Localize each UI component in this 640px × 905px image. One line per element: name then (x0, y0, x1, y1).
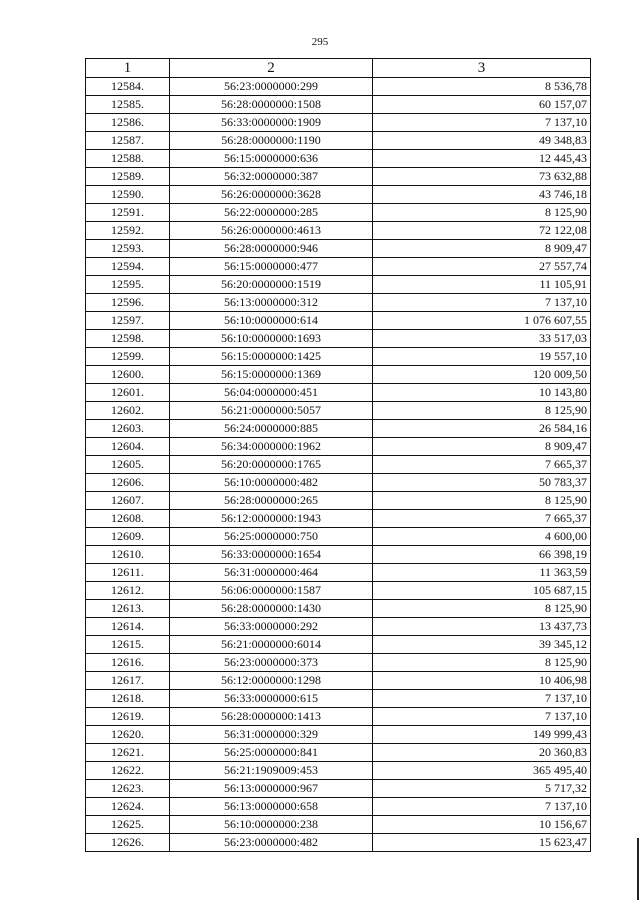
cadastral-number-cell: 56:21:0000000:6014 (170, 636, 373, 654)
column-header-2: 2 (170, 59, 373, 78)
table-row (86, 276, 591, 294)
table-row (86, 168, 591, 186)
cadastral-number-cell: 56:22:0000000:285 (170, 204, 373, 222)
table-row (86, 78, 591, 96)
row-number-cell: 12587. (86, 132, 170, 150)
value-cell: 39 345,12 (373, 636, 591, 654)
row-number-cell: 12588. (86, 150, 170, 168)
table-row (86, 690, 591, 708)
row-number-cell: 12619. (86, 708, 170, 726)
row-number-cell: 12596. (86, 294, 170, 312)
cadastral-number-cell: 56:21:0000000:5057 (170, 402, 373, 420)
row-number-cell: 12605. (86, 456, 170, 474)
row-number-cell: 12623. (86, 780, 170, 798)
cadastral-number-cell: 56:12:0000000:1943 (170, 510, 373, 528)
value-cell: 8 536,78 (373, 78, 591, 96)
row-number-cell: 12610. (86, 546, 170, 564)
value-cell: 8 125,90 (373, 492, 591, 510)
row-number-cell: 12584. (86, 78, 170, 96)
value-cell: 15 623,47 (373, 834, 591, 852)
row-number-cell: 12618. (86, 690, 170, 708)
row-number-cell: 12604. (86, 438, 170, 456)
table-row (86, 582, 591, 600)
value-cell: 12 445,43 (373, 150, 591, 168)
table-row (86, 150, 591, 168)
column-header-1: 1 (86, 59, 170, 78)
table-row (86, 114, 591, 132)
value-cell: 7 665,37 (373, 510, 591, 528)
cadastral-number-cell: 56:33:0000000:1654 (170, 546, 373, 564)
value-cell: 8 125,90 (373, 402, 591, 420)
cadastral-value-table (85, 58, 591, 852)
row-number-cell: 12597. (86, 312, 170, 330)
table-row (86, 600, 591, 618)
value-cell: 365 495,40 (373, 762, 591, 780)
table-row (86, 528, 591, 546)
table-row (86, 312, 591, 330)
row-number-cell: 12594. (86, 258, 170, 276)
table-row (86, 726, 591, 744)
cadastral-number-cell: 56:28:0000000:1190 (170, 132, 373, 150)
row-number-cell: 12590. (86, 186, 170, 204)
table-row (86, 222, 591, 240)
cadastral-number-cell: 56:28:0000000:946 (170, 240, 373, 258)
column-header-3: 3 (373, 59, 591, 78)
cadastral-number-cell: 56:33:0000000:292 (170, 618, 373, 636)
value-cell: 8 125,90 (373, 600, 591, 618)
page-number: 295 (311, 36, 329, 48)
table-row (86, 348, 591, 366)
value-cell: 10 143,80 (373, 384, 591, 402)
value-cell: 7 137,10 (373, 114, 591, 132)
table-row (86, 708, 591, 726)
cadastral-number-cell: 56:10:0000000:614 (170, 312, 373, 330)
row-number-cell: 12601. (86, 384, 170, 402)
table-row (86, 492, 591, 510)
row-number-cell: 12599. (86, 348, 170, 366)
cadastral-number-cell: 56:28:0000000:1413 (170, 708, 373, 726)
value-cell: 26 584,16 (373, 420, 591, 438)
cadastral-number-cell: 56:26:0000000:3628 (170, 186, 373, 204)
table-row (86, 654, 591, 672)
cadastral-number-cell: 56:06:0000000:1587 (170, 582, 373, 600)
value-cell: 13 437,73 (373, 618, 591, 636)
value-cell: 60 157,07 (373, 96, 591, 114)
table-body (86, 78, 591, 852)
row-number-cell: 12608. (86, 510, 170, 528)
row-number-cell: 12592. (86, 222, 170, 240)
table-row (86, 186, 591, 204)
row-number-cell: 12593. (86, 240, 170, 258)
cadastral-number-cell: 56:25:0000000:750 (170, 528, 373, 546)
table-row (86, 474, 591, 492)
value-cell: 27 557,74 (373, 258, 591, 276)
row-number-cell: 12600. (86, 366, 170, 384)
table-row (86, 366, 591, 384)
value-cell: 10 156,67 (373, 816, 591, 834)
value-cell: 43 746,18 (373, 186, 591, 204)
value-cell: 8 125,90 (373, 654, 591, 672)
cadastral-number-cell: 56:28:0000000:1508 (170, 96, 373, 114)
value-cell: 7 137,10 (373, 294, 591, 312)
cadastral-number-cell: 56:20:0000000:1765 (170, 456, 373, 474)
value-cell: 105 687,15 (373, 582, 591, 600)
row-number-cell: 12586. (86, 114, 170, 132)
row-number-cell: 12616. (86, 654, 170, 672)
table-row (86, 672, 591, 690)
row-number-cell: 12606. (86, 474, 170, 492)
table-row (86, 330, 591, 348)
cadastral-number-cell: 56:15:0000000:1369 (170, 366, 373, 384)
cadastral-number-cell: 56:13:0000000:967 (170, 780, 373, 798)
table-row (86, 384, 591, 402)
row-number-cell: 12613. (86, 600, 170, 618)
row-number-cell: 12615. (86, 636, 170, 654)
cadastral-number-cell: 56:23:0000000:373 (170, 654, 373, 672)
cadastral-number-cell: 56:15:0000000:636 (170, 150, 373, 168)
value-cell: 7 137,10 (373, 798, 591, 816)
value-cell: 33 517,03 (373, 330, 591, 348)
value-cell: 7 665,37 (373, 456, 591, 474)
table-row (86, 618, 591, 636)
table-row (86, 258, 591, 276)
cadastral-number-cell: 56:23:0000000:482 (170, 834, 373, 852)
value-cell: 5 717,32 (373, 780, 591, 798)
row-number-cell: 12589. (86, 168, 170, 186)
table-row (86, 780, 591, 798)
value-cell: 8 909,47 (373, 438, 591, 456)
row-number-cell: 12617. (86, 672, 170, 690)
cadastral-number-cell: 56:32:0000000:387 (170, 168, 373, 186)
table-row (86, 510, 591, 528)
value-cell: 149 999,43 (373, 726, 591, 744)
cadastral-number-cell: 56:34:0000000:1962 (170, 438, 373, 456)
value-cell: 11 105,91 (373, 276, 591, 294)
value-cell: 72 122,08 (373, 222, 591, 240)
row-number-cell: 12611. (86, 564, 170, 582)
cadastral-number-cell: 56:28:0000000:265 (170, 492, 373, 510)
cadastral-number-cell: 56:33:0000000:615 (170, 690, 373, 708)
table-row (86, 564, 591, 582)
row-number-cell: 12603. (86, 420, 170, 438)
value-cell: 10 406,98 (373, 672, 591, 690)
cadastral-number-cell: 56:25:0000000:841 (170, 744, 373, 762)
row-number-cell: 12609. (86, 528, 170, 546)
value-cell: 1 076 607,55 (373, 312, 591, 330)
cadastral-number-cell: 56:13:0000000:658 (170, 798, 373, 816)
table-header (86, 59, 591, 78)
cadastral-number-cell: 56:15:0000000:477 (170, 258, 373, 276)
cadastral-number-cell: 56:21:1909009:453 (170, 762, 373, 780)
cadastral-number-cell: 56:13:0000000:312 (170, 294, 373, 312)
row-number-cell: 12595. (86, 276, 170, 294)
table-row (86, 132, 591, 150)
value-cell: 19 557,10 (373, 348, 591, 366)
cadastral-number-cell: 56:28:0000000:1430 (170, 600, 373, 618)
table-row (86, 816, 591, 834)
row-number-cell: 12591. (86, 204, 170, 222)
cadastral-number-cell: 56:31:0000000:464 (170, 564, 373, 582)
cadastral-number-cell: 56:26:0000000:4613 (170, 222, 373, 240)
row-number-cell: 12626. (86, 834, 170, 852)
row-number-cell: 12625. (86, 816, 170, 834)
value-cell: 73 632,88 (373, 168, 591, 186)
row-number-cell: 12612. (86, 582, 170, 600)
table-row (86, 636, 591, 654)
row-number-cell: 12620. (86, 726, 170, 744)
value-cell: 49 348,83 (373, 132, 591, 150)
cadastral-number-cell: 56:31:0000000:329 (170, 726, 373, 744)
row-number-cell: 12622. (86, 762, 170, 780)
scan-edge-mark (637, 838, 639, 900)
cadastral-number-cell: 56:33:0000000:1909 (170, 114, 373, 132)
row-number-cell: 12602. (86, 402, 170, 420)
row-number-cell: 12614. (86, 618, 170, 636)
cadastral-number-cell: 56:10:0000000:238 (170, 816, 373, 834)
cadastral-number-cell: 56:10:0000000:1693 (170, 330, 373, 348)
table-row (86, 96, 591, 114)
table-row (86, 402, 591, 420)
table-row (86, 762, 591, 780)
table-row (86, 456, 591, 474)
value-cell: 8 909,47 (373, 240, 591, 258)
cadastral-number-cell: 56:24:0000000:885 (170, 420, 373, 438)
value-cell: 7 137,10 (373, 690, 591, 708)
value-cell: 50 783,37 (373, 474, 591, 492)
table-row (86, 420, 591, 438)
table-row (86, 834, 591, 852)
cadastral-number-cell: 56:12:0000000:1298 (170, 672, 373, 690)
value-cell: 7 137,10 (373, 708, 591, 726)
table-row (86, 294, 591, 312)
value-cell: 20 360,83 (373, 744, 591, 762)
row-number-cell: 12598. (86, 330, 170, 348)
value-cell: 8 125,90 (373, 204, 591, 222)
header-row (86, 59, 591, 78)
cadastral-number-cell: 56:20:0000000:1519 (170, 276, 373, 294)
cadastral-number-cell: 56:10:0000000:482 (170, 474, 373, 492)
row-number-cell: 12624. (86, 798, 170, 816)
value-cell: 66 398,19 (373, 546, 591, 564)
row-number-cell: 12585. (86, 96, 170, 114)
value-cell: 120 009,50 (373, 366, 591, 384)
table-row (86, 240, 591, 258)
row-number-cell: 12607. (86, 492, 170, 510)
value-cell: 4 600,00 (373, 528, 591, 546)
cadastral-number-cell: 56:15:0000000:1425 (170, 348, 373, 366)
table-row (86, 438, 591, 456)
row-number-cell: 12621. (86, 744, 170, 762)
table-row (86, 546, 591, 564)
table-row (86, 744, 591, 762)
cadastral-number-cell: 56:23:0000000:299 (170, 78, 373, 96)
table-row (86, 798, 591, 816)
table-row (86, 204, 591, 222)
value-cell: 11 363,59 (373, 564, 591, 582)
cadastral-number-cell: 56:04:0000000:451 (170, 384, 373, 402)
